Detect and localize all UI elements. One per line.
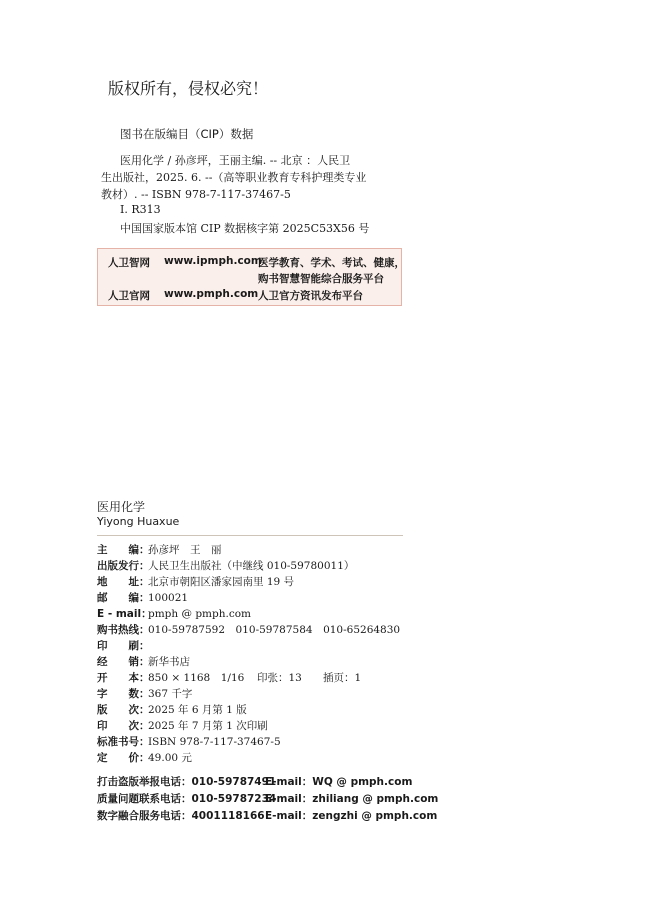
contact-phone: 质量问题联系电话：010-59787234 (97, 793, 277, 805)
website-url[interactable]: www.pmph.com (164, 288, 259, 300)
info-value: 367 千字 (148, 688, 193, 700)
website-desc: 购书智慧智能综合服务平台 (258, 273, 384, 285)
info-value: 850 × 1168 1/16 (148, 672, 245, 684)
info-value: 北京市朝阳区潘家园南里 19 号 (148, 576, 295, 588)
info-value: 100021 (148, 592, 189, 604)
info-extra: 印张：13 (257, 672, 302, 684)
info-label: 定 价： (97, 752, 150, 764)
cip-title: 图书在版编目（CIP）数据 (120, 127, 254, 141)
contact-email[interactable]: E-mail：WQ @ pmph.com (265, 776, 413, 788)
copyright-notice: 版权所有，侵权必究！ (108, 79, 269, 98)
info-value: ISBN 978-7-117-37467-5 (148, 736, 281, 748)
info-label: 版 次： (97, 704, 150, 716)
cip-line: 医用化学 / 孙彦坪，王丽主编. -- 北京 ：人民卫 (120, 154, 351, 167)
contact-row (97, 774, 413, 789)
info-label: 主 编： (97, 544, 150, 556)
contact-phone: 数字融合服务电话：4001118166 (97, 810, 265, 822)
info-value: 孙彦坪 王 丽 (148, 544, 222, 556)
info-label: E - mail： (97, 608, 152, 620)
info-label: 印 刷： (97, 640, 150, 652)
cip-line: 中国国家版本馆 CIP 数据核字第 2025C53X56 号 (120, 222, 370, 235)
email-value[interactable]: pmph @ pmph.com (148, 608, 251, 620)
website-desc: 医学教育、学术、考试、健康， (258, 257, 405, 269)
info-label: 出版发行： (97, 560, 150, 572)
info-value: 49.00 元 (148, 752, 192, 764)
book-pinyin: Yiyong Huaxue (97, 515, 180, 528)
info-label: 字 数： (97, 688, 150, 700)
contact-row (97, 791, 439, 806)
contact-phone: 打击盗版举报电话：010-59787491 (97, 776, 277, 788)
info-label: 经 销： (97, 656, 150, 668)
info-value: 人民卫生出版社（中继线 010-59780011） (148, 560, 355, 572)
website-name: 人卫智网 (108, 257, 150, 269)
cip-line: 生出版社，2025. 6. --（高等职业教育专科护理类专业 (101, 171, 367, 184)
info-label: 标准书号： (97, 736, 150, 748)
info-label: 地 址： (97, 576, 150, 588)
info-value: 2025 年 7 月第 1 次印刷 (148, 720, 268, 732)
website-desc: 人卫官方资讯发布平台 (258, 290, 363, 302)
info-value: 010-59787592 010-59787584 010-65264830 (148, 624, 401, 636)
info-label: 邮 编： (97, 592, 150, 604)
website-box (97, 248, 405, 306)
website-name: 人卫官网 (108, 290, 150, 302)
divider (97, 535, 403, 536)
info-label: 购书热线： (97, 624, 150, 636)
contact-email[interactable]: E-mail：zengzhi @ pmph.com (265, 810, 438, 822)
info-value: 新华书店 (148, 656, 190, 668)
contact-row (97, 808, 438, 823)
website-url[interactable]: www.ipmph.com (164, 255, 262, 267)
info-value: 2025 年 6 月第 1 版 (148, 704, 247, 716)
cip-line: 教材）. -- ISBN 978-7-117-37467-5 (101, 188, 291, 201)
contact-email[interactable]: E-mail：zhiliang @ pmph.com (265, 793, 439, 805)
info-label: 印 次： (97, 720, 150, 732)
info-extra: 插页：1 (323, 672, 362, 684)
cip-line: Ⅰ. R313 (120, 203, 161, 216)
book-title: 医用化学 (97, 500, 146, 514)
info-label: 开 本： (97, 672, 150, 684)
